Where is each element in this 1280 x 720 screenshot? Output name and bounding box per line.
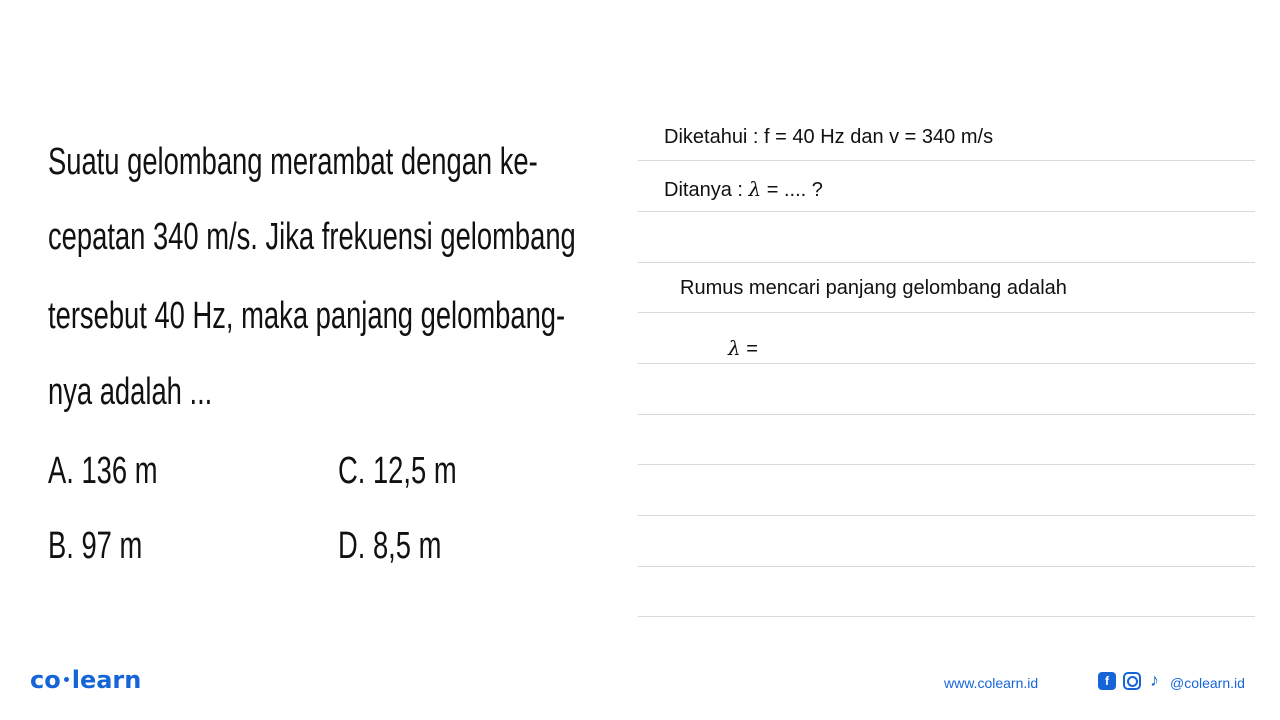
tiktok-icon[interactable]: ♪ bbox=[1150, 670, 1159, 690]
ruled-line bbox=[638, 616, 1255, 617]
lambda-symbol: λ bbox=[748, 177, 762, 201]
ruled-line bbox=[638, 312, 1255, 313]
instagram-icon[interactable] bbox=[1123, 672, 1141, 690]
ditanya-suffix: = .... ? bbox=[761, 179, 823, 201]
ruled-line bbox=[638, 464, 1255, 465]
ditanya-prefix: Ditanya : bbox=[664, 179, 749, 201]
lambda-symbol: λ bbox=[728, 336, 741, 360]
website-link[interactable]: www.colearn.id bbox=[944, 675, 1039, 691]
ruled-line bbox=[638, 515, 1255, 516]
question-line-2: cepatan 340 m/s. Jika frekuensi gelombang bbox=[48, 216, 576, 258]
option-a: A. 136 m bbox=[48, 450, 158, 492]
colearn-logo bbox=[30, 666, 141, 694]
social-handle: @colearn.id bbox=[1170, 675, 1245, 691]
ruled-line bbox=[638, 262, 1255, 263]
logo-dot bbox=[64, 677, 69, 682]
ruled-line bbox=[638, 566, 1255, 567]
logo-text-co: co bbox=[30, 666, 61, 694]
lambda-equals: = bbox=[740, 338, 758, 360]
option-b: B. 97 m bbox=[48, 525, 143, 567]
option-d: D. 8,5 m bbox=[338, 525, 442, 567]
logo-text-learn: learn bbox=[71, 666, 142, 694]
question-line-4: nya adalah ... bbox=[48, 371, 213, 413]
option-c: C. 12,5 m bbox=[338, 450, 457, 492]
ruled-line bbox=[638, 211, 1255, 212]
question-line-3: tersebut 40 Hz, maka panjang gelombang- bbox=[48, 295, 566, 337]
question-line-1: Suatu gelombang merambat dengan ke- bbox=[48, 141, 538, 183]
ditanya-text bbox=[664, 177, 823, 202]
facebook-icon[interactable]: f bbox=[1098, 672, 1116, 690]
rumus-text: Rumus mencari panjang gelombang adalah bbox=[680, 277, 1067, 299]
ruled-line bbox=[638, 414, 1255, 415]
ruled-line bbox=[638, 160, 1255, 161]
lambda-equation bbox=[728, 336, 758, 361]
ruled-line bbox=[638, 363, 1255, 364]
diketahui-text: Diketahui : f = 40 Hz dan v = 340 m/s bbox=[664, 126, 994, 148]
